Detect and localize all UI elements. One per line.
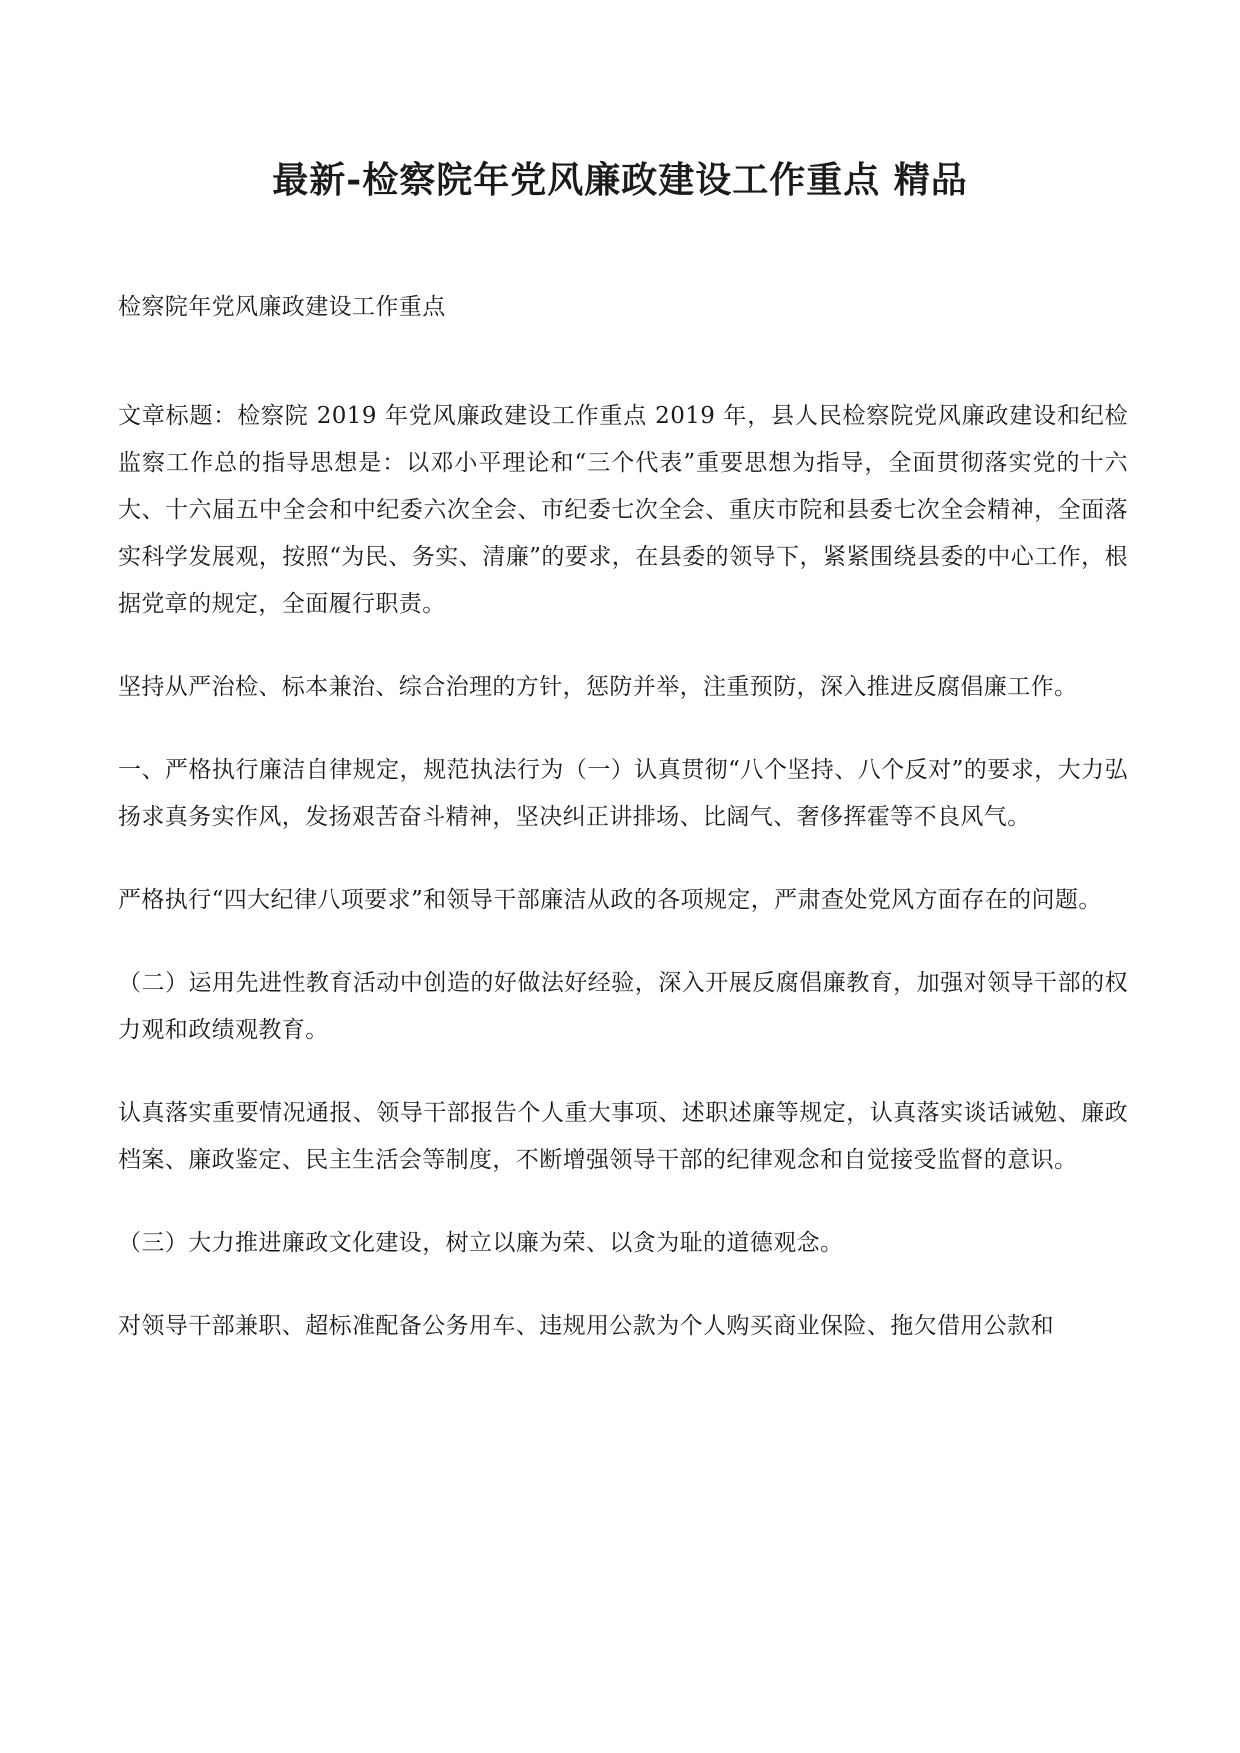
paragraph-7: （三）大力推进廉政文化建设，树立以廉为荣、以贪为耻的道德观念。 (118, 1230, 844, 1256)
paragraph-5: （二）运用先进性教育活动中创造的好做法好经验，深入开展反腐倡廉教育，加强对领导干部的权力观和政绩观教育。 (118, 970, 1128, 1043)
paragraph-8: 对领导干部兼职、超标准配备公务用车、违规用公款为个人购买商业保险、拖欠借用公款和 (118, 1313, 1054, 1339)
document-body (118, 284, 1128, 1386)
paragraph-6: 认真落实重要情况通报、领导干部报告个人重大事项、述职述廉等规定，认真落实谈话诫勉、廉政档案、廉政鉴定、民主生活会等制度，不断增强领导干部的纪律观念和自觉接受监督的意识。 (118, 1100, 1128, 1173)
document-title: 最新-检察院年党风廉政建设工作重点 精品 (272, 159, 968, 201)
document-subtitle: 检察院年党风廉政建设工作重点 (118, 294, 446, 320)
paragraph-4: 严格执行“四大纪律八项要求”和领导干部廉洁从政的各项规定，严肃查处党风方面存在的问题。 (118, 887, 1102, 913)
paragraph-2: 坚持从严治检、标本兼治、综合治理的方针，惩防并举，注重预防，深入推进反腐倡廉工作。 (118, 674, 1078, 700)
paragraph-3: 一、严格执行廉洁自律规定，规范执法行为（一）认真贯彻“八个坚持、八个反对”的要求，大力弘扬求真务实作风，发扬艰苦奋斗精神，坚决纠正讲排场、比阔气、奢侈挥霍等不良风气。 (118, 757, 1128, 830)
paragraph-1: 文章标题：检察院 2019 年党风廉政建设工作重点 2019 年，县人民检察院党风廉政建设和纪检监察工作总的指导思想是：以邓小平理论和“三个代表”重要思想为指导，全面贯彻落实党的十六大、十六届五中全会和中纪委六次全会、市纪委七次全会、重庆市院和县委七次全会精神，全面落实科学发展观，按照“为民、务实、清廉”的要求，在县委的领导下，紧紧围绕县委的中心工作，根据党章的规定，全面履行职责。 (118, 403, 1128, 617)
